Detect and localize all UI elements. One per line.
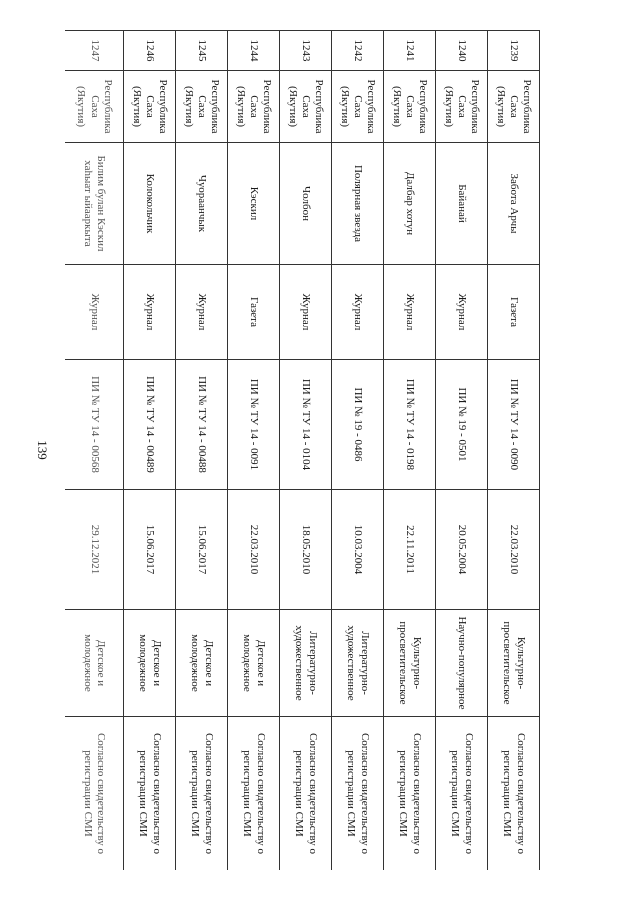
date-cell: 20.05.2004 (436, 490, 488, 610)
date-cell: 10.03.2004 (332, 490, 384, 610)
region-cell: Республика Саха (Якутия) (228, 71, 280, 143)
registration-cell: ПИ № 19 - 0486 (332, 360, 384, 490)
region-cell: Республика Саха (Якутия) (124, 71, 176, 143)
table-row (176, 31, 228, 871)
table-row (124, 31, 176, 871)
title-cell: Забота Арчы (488, 143, 540, 265)
basis-cell: Согласно свидетельству о регистрации СМИ (332, 717, 384, 871)
topic-cell: Детское и молодежное (124, 610, 176, 717)
basis-cell: Согласно свидетельству о регистрации СМИ (436, 717, 488, 871)
registration-cell: ПИ № ТУ 14 - 0198 (384, 360, 436, 490)
type-cell: Журнал (124, 265, 176, 360)
region-cell: Республика Саха (Якутия) (176, 71, 228, 143)
type-cell: Журнал (332, 265, 384, 360)
basis-cell: Согласно свидетельству о регистрации СМИ (280, 717, 332, 871)
basis-cell: Согласно свидетельству о регистрации СМИ (384, 717, 436, 871)
title-cell: Полярная звезда (332, 143, 384, 265)
title-cell: Байанай (436, 143, 488, 265)
type-cell: Журнал (436, 265, 488, 360)
region-cell: Республика Саха (Якутия) (65, 71, 124, 143)
table-viewport (65, 30, 540, 870)
registration-cell: ПИ № ТУ 14 - 00488 (176, 360, 228, 490)
row-number: 1239 (488, 31, 540, 71)
region-cell: Республика Саха (Якутия) (436, 71, 488, 143)
type-cell: Газета (488, 265, 540, 360)
topic-cell: Культурно-просветительское (488, 610, 540, 717)
registration-cell: ПИ № 19 - 0501 (436, 360, 488, 490)
row-number: 1243 (280, 31, 332, 71)
type-cell: Газета (228, 265, 280, 360)
topic-cell: Детское и молодежное (228, 610, 280, 717)
row-number: 1241 (384, 31, 436, 71)
table-body (65, 31, 540, 871)
table-row (228, 31, 280, 871)
basis-cell: Согласно свидетельству о регистрации СМИ (488, 717, 540, 871)
topic-cell: Литературно-художественное (280, 610, 332, 717)
title-cell: Чуораанчык (176, 143, 228, 265)
page-number: 139 (35, 440, 50, 460)
topic-cell: Научно-популярное (436, 610, 488, 717)
type-cell: Журнал (65, 265, 124, 360)
title-cell: Далбар хотун (384, 143, 436, 265)
date-cell: 22.03.2010 (228, 490, 280, 610)
type-cell: Журнал (176, 265, 228, 360)
registration-cell: ПИ № ТУ 14 - 00489 (124, 360, 176, 490)
date-cell: 15.06.2017 (124, 490, 176, 610)
registration-cell: ПИ № ТУ 14 - 00568 (65, 360, 124, 490)
row-number: 1242 (332, 31, 384, 71)
registration-cell: ПИ № ТУ 14 - 0090 (488, 360, 540, 490)
date-cell: 18.05.2010 (280, 490, 332, 610)
region-cell: Республика Саха (Якутия) (280, 71, 332, 143)
row-number: 1245 (176, 31, 228, 71)
registration-cell: ПИ № ТУ 14 - 0104 (280, 360, 332, 490)
date-cell: 29.12.2021 (65, 490, 124, 610)
region-cell: Республика Саха (Якутия) (332, 71, 384, 143)
row-number: 1247 (65, 31, 124, 71)
date-cell: 15.06.2017 (176, 490, 228, 610)
row-number: 1246 (124, 31, 176, 71)
basis-cell: Согласно свидетельству о регистрации СМИ (176, 717, 228, 871)
table-row (384, 31, 436, 871)
table-row (332, 31, 384, 871)
title-cell: Колокольчик (124, 143, 176, 265)
type-cell: Журнал (280, 265, 332, 360)
row-number: 1244 (228, 31, 280, 71)
type-cell: Журнал (384, 265, 436, 360)
table-row (280, 31, 332, 871)
table-row (436, 31, 488, 871)
table-row (488, 31, 540, 871)
registration-cell: ПИ № ТУ 14 - 0091 (228, 360, 280, 490)
title-cell: Чолбон (280, 143, 332, 265)
date-cell: 22.03.2010 (488, 490, 540, 610)
row-number: 1240 (436, 31, 488, 71)
title-cell: Билим булан Кэскил хаһыат ыйааркыта (65, 143, 124, 265)
table-row (65, 31, 124, 871)
region-cell: Республика Саха (Якутия) (488, 71, 540, 143)
basis-cell: Согласно свидетельству о регистрации СМИ (65, 717, 124, 871)
region-cell: Республика Саха (Якутия) (384, 71, 436, 143)
date-cell: 22.11.2011 (384, 490, 436, 610)
topic-cell: Детское и молодежное (65, 610, 124, 717)
topic-cell: Литературно-художественное (332, 610, 384, 717)
title-cell: Кэскил (228, 143, 280, 265)
topic-cell: Культурно-просветительское (384, 610, 436, 717)
basis-cell: Согласно свидетельству о регистрации СМИ (124, 717, 176, 871)
basis-cell: Согласно свидетельству о регистрации СМИ (228, 717, 280, 871)
topic-cell: Детское и молодежное (176, 610, 228, 717)
media-registry-table (65, 30, 540, 870)
